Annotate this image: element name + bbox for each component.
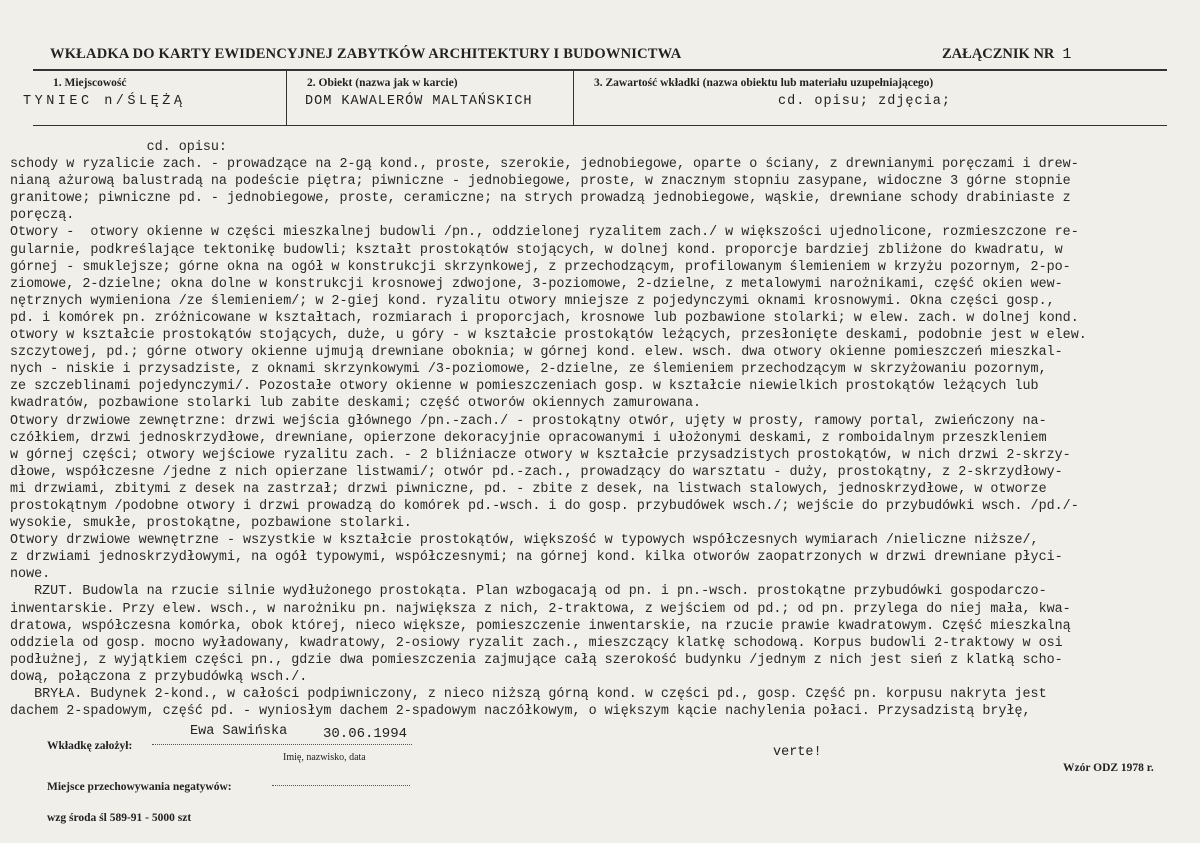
attachment-number: 1 <box>1062 46 1072 63</box>
description-line: nianą ażurową balustradą na podeście piętra; piwniczne - jednobiegowe, proste, w znacznym stopniu zasypane, widoczne 3 górne stopnie <box>10 174 1071 190</box>
card-title: WKŁADKA DO KARTY EWIDENCYJNEJ ZABYTKÓW ARCHITEKTURY I BUDOWNICTWA <box>50 46 682 62</box>
description-line: ze szczeblinami pojedynczymi/. Pozostałe otwory okienne w pomieszczeniach gosp. w kształcie niewielkich prostokątów leżących lub <box>10 379 1039 395</box>
description-line: z drzwiami jednoskrzydłowymi, na ogół typowymi, współczesnymi; na górnej kond. kilka otworów zaopatrzonych w drzwi drewniane płyci- <box>10 550 1063 566</box>
description-line: nych - niskie i przysadziste, z oknami skrzynkowymi /3-poziomowe, 2-dzielne, ze ślemieniem przechodzącym w skrzyżowaniu pozornym, <box>10 362 1047 378</box>
description-line: dratowa, współczesna komórka, obok której, nieco większe, pomieszczenie inwentarskie, na rzucie prawie kwadratowym. Część mieszkalną <box>10 618 1071 634</box>
location-value: TYNIEC n/ŚLĘŻĄ <box>23 94 186 109</box>
location-field <box>23 71 287 125</box>
description-line: inwentarskie. Przy elew. wsch., w narożniku pn. największa z nich, 2-traktowa, z wejściem od pd.; od pn. przylega do niej mała, kwa- <box>10 601 1071 617</box>
negatives-label: Miejsce przechowywania negatywów: <box>47 781 232 793</box>
description-line: granitowe; piwniczne pd. - jednobiegowe, proste, ceramiczne; na strych prowadzą jednobiegowe, wąskie, drewniane schody drabiniaste z <box>10 191 1071 207</box>
description-line: kwadratów, pozbawione stolarki lub zabite deskami; część otworów okiennych zamurowana. <box>10 396 702 412</box>
description-line: górnej - smuklejsze; górne okna na ogół w konstrukcji skrzynkowej, z przechodzącym, profilowanym ślemieniem w krzyżu pozornym, 2-po- <box>10 259 1071 275</box>
signature-line <box>152 744 412 745</box>
contents-value: cd. opisu; zdjęcia; <box>778 94 951 109</box>
form-model: Wzór ODZ 1978 r. <box>1063 762 1154 774</box>
header-fields <box>23 71 1167 126</box>
description-line: oddziela od gosp. mocno wyładowany, kwadratowy, 2-osiowy ryzalit zach., mieszczący klatkę schodową. Korpus budowli 2-traktowy w osi <box>10 635 1063 651</box>
description-line: nowe. <box>10 567 51 583</box>
description-text <box>10 139 1190 720</box>
description-line: dową, połączona z przybudówką wsch./. <box>10 669 308 685</box>
negatives-line <box>272 785 410 786</box>
contents-label: 3. Zawartość wkładki (nazwa obiektu lub materiału uzupełniającego) <box>594 77 934 89</box>
description-line: szczytowej, pd.; górne otwory okienne ujmują drewniane oboknia; w górnej kond. elew. wsch. dwa otwory okienne pomieszczeń mieszkal- <box>10 345 1063 361</box>
description-line: RZUT. Budowla na rzucie silnie wydłużonego prostokąta. Plan wzbogacają od pn. i pn.-wsch. prostokątne przybudówki gospodarczo- <box>10 584 1047 600</box>
created-by: Ewa Sawińska <box>190 724 288 739</box>
description-line: dachem 2-spadowym, część pd. - wyniosłym dachem 2-spadowym naczółkowym, o większym kącie nachylenia połaci. Przysadzistą bryłę, <box>10 704 1031 720</box>
attachment-label <box>942 46 1071 63</box>
description-line: wysokie, smukłe, prostokątne, pozbawione stolarki. <box>10 516 412 532</box>
description-line: dłowe, współczesne /jedne z nich opierzane listwami/; otwór pd.-zach., prowadzący do warsztatu - duży, prostokątny, z 2-skrzydłowy- <box>10 464 1063 480</box>
description-line: prostokątnym /podobne otwory i drzwi prowadzą do komórek pd.-wsch. i do gosp. przybudówek wsch./; wejście do przybudówki wsch. /pd./- <box>10 498 1079 514</box>
description-line: nętrznych wymieniona /ze ślemieniem/; w 2-giej kond. ryzalitu otwory mniejsze z pojedynczymi oknami krosnowymi. Okna części gosp., <box>10 293 1055 309</box>
description-line: poręczą. <box>10 208 75 224</box>
created-date: 30.06.1994 <box>323 726 408 742</box>
description-line: w górnej części; otwory wejściowe ryzalitu zach. - 2 bliźniacze otwory w kształcie przysadzistych prostokątów, w nich drzwi 2-skrzy- <box>10 447 1071 463</box>
description-line: ziomowe, 2-dzielne; okna dolne w konstrukcji krosnowej zdwojone, 3-poziomowe, 2-dzielne, z metalowymi narożnikami, część okien wew- <box>10 276 1063 292</box>
description-line: Otwory drzwiowe wewnętrzne - wszystkie w kształcie prostokątów, większość w typowych współczesnych wymiarach /nieliczne niższe/, <box>10 533 1039 549</box>
printer-note: wzg środa śl 589-91 - 5000 szt <box>47 812 192 824</box>
signature-caption: Imię, nazwisko, data <box>283 752 366 763</box>
description-line: mi drzwiami, zbitymi z desek na zastrzał; drzwi piwniczne, pd. - zbite z desek, na listwach stalowych, jednoskrzydłowe, w otworze <box>10 481 1047 497</box>
description-line: pd. i komórek pn. zróżnicowane w kształtach, rozmiarach i proporcjach, krosnowe lub pozbawione stolarki; w elew. zach. w dolnej kond. <box>10 310 1079 326</box>
object-label: 2. Obiekt (nazwa jak w karcie) <box>307 77 458 89</box>
description-line: BRYŁA. Budynek 2-kond., w całości podpiwniczony, z nieco niższą górną kond. w części pd., gosp. Część pn. korpusu nakryta jest <box>10 687 1047 702</box>
object-value: DOM KAWALERÓW MALTAŃSKICH <box>305 94 533 109</box>
description-line: schody w ryzalicie zach. - prowadzące na 2-gą kond., proste, szerokie, jednobiegowe, oparte o ściany, z drewnianymi poręczami i drew- <box>10 157 1079 173</box>
description-line: Otwory drzwiowe zewnętrzne: drzwi wejścia głównego /pn.-zach./ - prostokątny otwór, ujęty w prosty, ramowy portal, zwieńczony na- <box>10 413 1047 429</box>
created-label: Wkładkę założył: <box>47 740 133 752</box>
object-field <box>287 71 574 125</box>
description-line: Otwory - otwory okienne w części mieszkalnej budowli /pn., oddzielonej ryzalitem zach./ w większości ujednolicone, rozmieszczone re- <box>10 225 1079 241</box>
description-line: czółkiem, drzwi jednoskrzydłowe, drewniane, opierzone dekoracyjnie opracowanymi i ułożonymi deskami, z romboidalnym przeszkleniem <box>10 430 1047 446</box>
description-line: cd. opisu: <box>10 140 227 155</box>
description-line: gularnie, podkreślające tektonikę budowli; kształt prostokątów stojących, w dolnej kond. proporcje bardziej zbliżone do kwadratu, w <box>10 242 1063 258</box>
verte-note: verte! <box>773 745 822 760</box>
attachment-label-text: ZAŁĄCZNIK NR <box>942 46 1055 62</box>
location-label: 1. Miejscowość <box>53 77 127 89</box>
contents-field <box>574 71 1167 125</box>
description-line: otwory w kształcie prostokątów stojących, duże, u góry - w kształcie prostokątów leżących, przesłonięte deskami, podobnie jest w elew. <box>10 328 1087 344</box>
description-line: podłużnej, z wyjątkiem części pn., gdzie dwa pomieszczenia zajmujące całą szerokość budynku /jednym z nich jest sień z klatką scho- <box>10 652 1063 668</box>
